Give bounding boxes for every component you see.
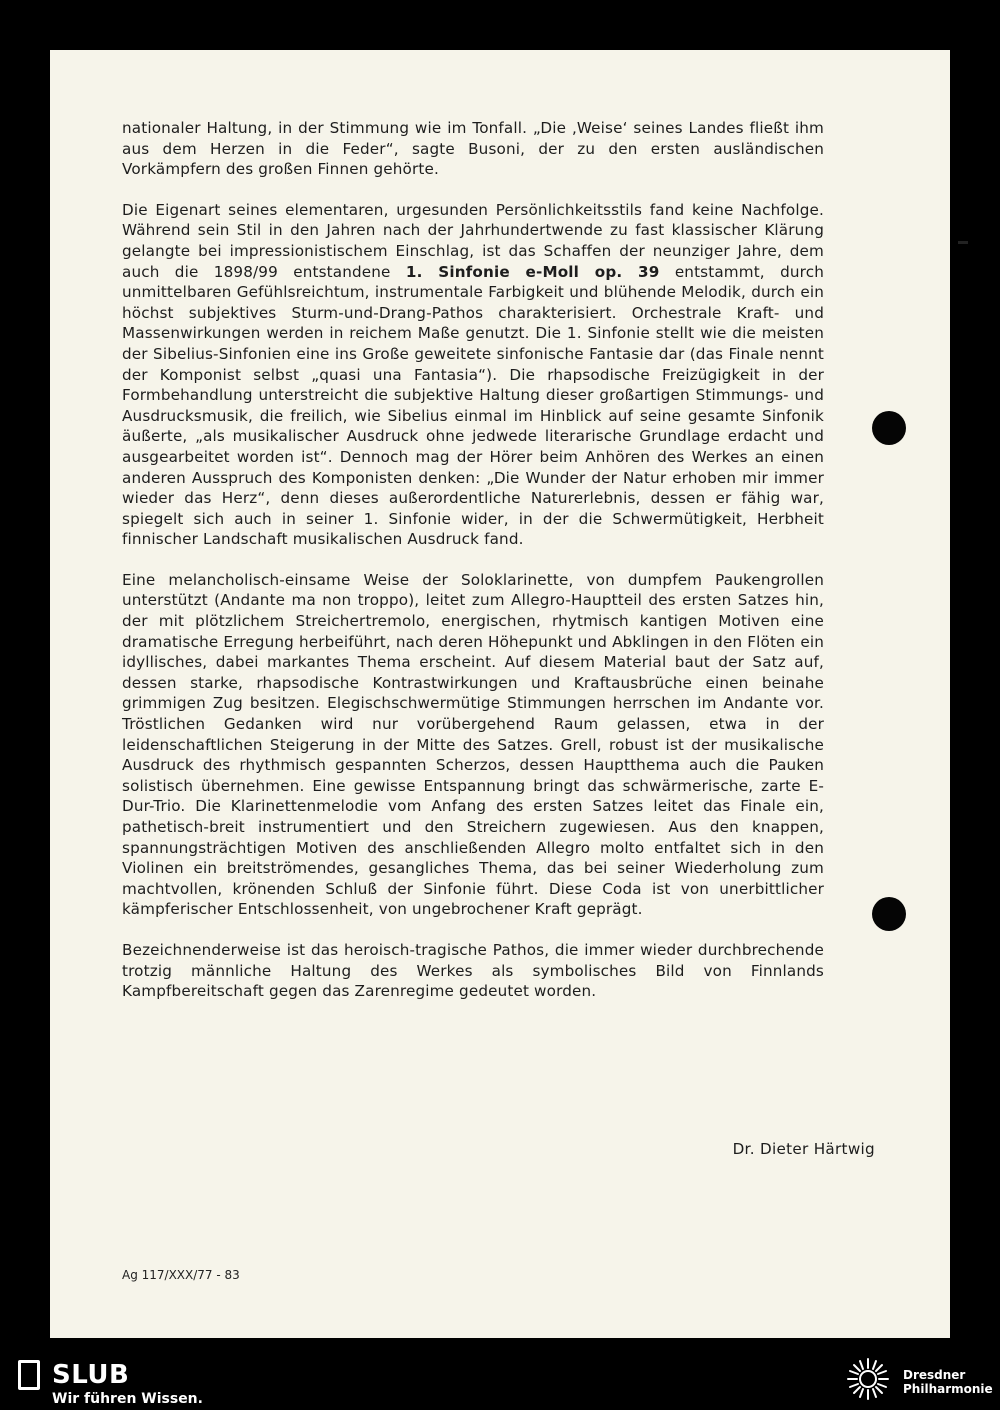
paragraph-3: Eine melancholisch-einsame Weise der Soloklarinette, von dumpfem Paukengrollen unterstützt (Andante ma non troppo), leitet zum Allegro-Hauptteil des ersten Satzes hin, der mit plötzlichem Streichertremolo, energischen, rhytmisch kantigen Motiven eine dramatische Erregung herbeiführt, nach deren Höhepunkt und Abklingen in den Flöten ein idyllisches, dabei markantes Thema erscheint. Auf diesem Material baut der Satz auf, dessen starke, rhapsodische Kontrastwirkungen und Kraftausbrüche einen beinahe grimmigen Zug besitzen. Elegischschwermütige Stimmungen herrschen im Andante vor. Tröstlichen Gedanken wird nur vorübergehend Raum gelassen, etwa in der leidenschaftlichen Steigerung in der Mitte des Satzes. Grell, robust ist der musikalische Ausdruck des rhythmisch gespannten Scherzos, dessen Hauptthema auch die Pauken solistisch übernehmen. Eine gewisse Entspannung bringt das schwärmerische, zarte E-Dur-Trio. Die Klarinettenmelodie vom Anfang des ersten Satzes leitet das Finale ein, pathetisch-breit instrumentiert und den Streichern zugewiesen. Aus den knappen, spannungsträchtigen Motiven des anschließenden Allegro molto entfaltet sich in den Violinen ein breitströmendes, gesangliches Thema, das bei seiner Wiederholung zum machtvollen, krönenden Schluß der Sinfonie führt. Diese Coda ist von unerbittlicher kämpferischer Entschlossenheit, von ungebrochener Kraft geprägt. xyxy=(122,570,824,919)
punch-hole-top xyxy=(872,411,906,445)
dresdner-philharmonie-logo-icon xyxy=(844,1355,892,1403)
author-signature: Dr. Dieter Härtwig xyxy=(732,1140,875,1158)
footer-bar xyxy=(0,1338,1000,1410)
slub-tagline: Wir führen Wissen. xyxy=(52,1391,203,1407)
article-body xyxy=(122,118,824,1022)
paragraph-2 xyxy=(122,200,824,550)
slub-logo-icon xyxy=(18,1360,40,1390)
slub-name: SLUB xyxy=(52,1360,130,1390)
dresdner-philharmonie-name xyxy=(903,1368,993,1396)
dp-line-2: Philharmonie xyxy=(903,1382,993,1396)
print-code: Ag 117/XXX/77 - 83 xyxy=(122,1268,240,1282)
margin-mark xyxy=(958,241,968,244)
paragraph-4: Bezeichnenderweise ist das heroisch-tragische Pathos, die immer wieder durchbrechende trotzig männliche Haltung des Werkes als symbolisches Bild von Finnlands Kampfbereitschaft gegen das Zarenregime gedeutet worden. xyxy=(122,940,824,1001)
paragraph-1: nationaler Haltung, in der Stimmung wie im Tonfall. „Die ‚Weise‘ seines Landes fließt ihm aus dem Herzen in die Feder“, sagte Busoni, der zu den ersten ausländischen Vorkämpfern des großen Finnen gehörte. xyxy=(122,119,824,179)
paragraph-2-text-b: entstammt, durch unmittelbaren Gefühlsreichtum, instrumentale Farbigkeit und blühende Melodik, durch ein höchst subjektives Sturm-und-Drang-Pathos charakterisiert. Orchestrale Kraft- und Massenwirkungen werden in reichem Maße genutzt. Die 1. Sinfonie stellt wie die meisten der Sibelius-Sinfonien eine ins Große geweitete sinfonische Fantasie dar (das Finale nennt der Komponist selbst „quasi una Fantasia“). Die rhapsodische Freizügigkeit in der Formbehandlung unterstreicht die subjektive Haltung dieser großartigen Stimmungs- und Ausdrucksmusik, die freilich, wie Sibelius einmal im Hinblick auf seine gesamte Sinfonik äußerte, „als musikalischer Ausdruck ohne jedwede literarische Grundlage erdacht und ausgearbeitet worden ist“. Dennoch mag der Hörer beim Anhören des Werkes an einen anderen Ausspruch des Komponisten denken: „Die Wunder der Natur erhoben mir immer wieder das Herz“, denn dieses außerordentliche Naturerlebnis, dessen er fähig war, spiegelt sich auch in seiner 1. Sinfonie wider, in der die Schwermütigkeit, Herbheit finnischer Landschaft musikalischen Ausdruck fand. xyxy=(122,262,824,549)
dp-line-1: Dresdner xyxy=(903,1368,966,1382)
work-title: 1. Sinfonie e-Moll op. 39 xyxy=(405,262,660,281)
paragraph-2-text-a: Die Eigenart seines elementaren, urgesunden Persönlichkeitsstils fand keine Nachfolge. Während sein Stil in den Jahren nach der Jahrhundertwende zu fast klassischer Klärung gelangte bei impressionistischem Einschlag, ist das Schaffen der neunziger Jahre, dem auch die 1898/99 entstandene xyxy=(122,200,824,281)
punch-hole-bottom xyxy=(872,897,906,931)
